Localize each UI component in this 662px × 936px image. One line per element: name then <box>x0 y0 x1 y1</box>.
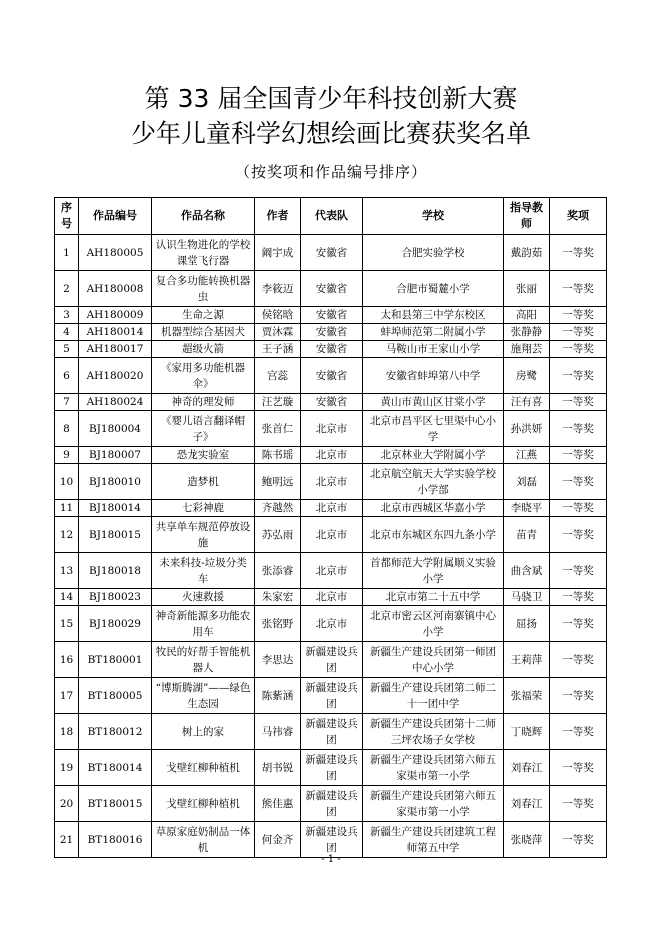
cell-name: 造梦机 <box>152 464 255 500</box>
cell-author: 胡书锐 <box>255 750 301 786</box>
cell-school: 合肥市蜀麓小学 <box>363 271 504 307</box>
cell-award: 一等奖 <box>550 341 607 358</box>
cell-code: AH180008 <box>79 271 152 307</box>
cell-school: 北京林业大学附属小学 <box>363 447 504 464</box>
cell-school: 北京市东城区东四九条小学 <box>363 517 504 553</box>
cell-code: BJ180018 <box>79 553 152 589</box>
cell-no: 7 <box>55 394 79 411</box>
cell-award: 一等奖 <box>550 447 607 464</box>
cell-author: 张首仁 <box>255 411 301 447</box>
cell-code: BJ180015 <box>79 517 152 553</box>
cell-no: 15 <box>55 606 79 642</box>
cell-no: 5 <box>55 341 79 358</box>
cell-teacher: 刘磊 <box>504 464 550 500</box>
table-row <box>55 822 607 858</box>
cell-no: 1 <box>55 235 79 271</box>
cell-award: 一等奖 <box>550 714 607 750</box>
table-row <box>55 271 607 307</box>
cell-school: 新疆生产建设兵团第二师二十一团中学 <box>363 678 504 714</box>
table-row <box>55 750 607 786</box>
table-row <box>55 714 607 750</box>
page-title-line1: 第 33 届全国青少年科技创新大赛 <box>144 84 518 113</box>
cell-school: 首都师范大学附属顺义实验小学 <box>363 553 504 589</box>
cell-no: 9 <box>55 447 79 464</box>
cell-school: 太和县第三中学东校区 <box>363 307 504 324</box>
cell-author: 李思达 <box>255 642 301 678</box>
cell-author: 齐越然 <box>255 500 301 517</box>
cell-team: 北京市 <box>301 589 363 606</box>
cell-team: 安徽省 <box>301 394 363 411</box>
cell-team: 北京市 <box>301 411 363 447</box>
cell-teacher: 屈扬 <box>504 606 550 642</box>
cell-award: 一等奖 <box>550 411 607 447</box>
cell-author: 朱家宏 <box>255 589 301 606</box>
cell-teacher: 苗青 <box>504 517 550 553</box>
cell-name: 恐龙实验室 <box>152 447 255 464</box>
cell-award: 一等奖 <box>550 678 607 714</box>
cell-team: 北京市 <box>301 447 363 464</box>
cell-code: BT180001 <box>79 642 152 678</box>
cell-team: 北京市 <box>301 464 363 500</box>
cell-school: 黄山市黄山区甘棠小学 <box>363 394 504 411</box>
cell-teacher: 江燕 <box>504 447 550 464</box>
cell-teacher: 刘春江 <box>504 786 550 822</box>
cell-author: 汪艺璇 <box>255 394 301 411</box>
cell-teacher: 王莉萍 <box>504 642 550 678</box>
cell-no: 2 <box>55 271 79 307</box>
cell-award: 一等奖 <box>550 822 607 858</box>
cell-award: 一等奖 <box>550 307 607 324</box>
cell-code: BT180016 <box>79 822 152 858</box>
table-header-row <box>55 198 607 235</box>
cell-school: 新疆生产建设兵团第十二师三坪农场子女学校 <box>363 714 504 750</box>
cell-team: 北京市 <box>301 500 363 517</box>
cell-no: 11 <box>55 500 79 517</box>
cell-teacher: 丁晓辉 <box>504 714 550 750</box>
cell-school: 马鞍山市王家山小学 <box>363 341 504 358</box>
header-no: 序号 <box>55 198 79 235</box>
header-author: 作者 <box>255 198 301 235</box>
cell-author: 阚宇成 <box>255 235 301 271</box>
table-row <box>55 394 607 411</box>
cell-author: 陈书瑶 <box>255 447 301 464</box>
cell-no: 4 <box>55 324 79 341</box>
cell-team: 北京市 <box>301 553 363 589</box>
cell-code: BT180005 <box>79 678 152 714</box>
cell-team: 北京市 <box>301 606 363 642</box>
table-row <box>55 642 607 678</box>
cell-no: 13 <box>55 553 79 589</box>
table-row <box>55 324 607 341</box>
cell-no: 18 <box>55 714 79 750</box>
cell-code: BJ180007 <box>79 447 152 464</box>
cell-author: 何金齐 <box>255 822 301 858</box>
table-row <box>55 553 607 589</box>
cell-teacher: 刘春江 <box>504 750 550 786</box>
cell-name: 《婴儿语言翻译帽子》 <box>152 411 255 447</box>
cell-no: 10 <box>55 464 79 500</box>
cell-author: 宫蕊 <box>255 358 301 394</box>
cell-name: 七彩神鹿 <box>152 500 255 517</box>
cell-no: 8 <box>55 411 79 447</box>
cell-school: 蚌埠师范第二附属小学 <box>363 324 504 341</box>
cell-team: 安徽省 <box>301 324 363 341</box>
cell-code: BJ180014 <box>79 500 152 517</box>
cell-no: 12 <box>55 517 79 553</box>
cell-school: 合肥实验学校 <box>363 235 504 271</box>
table-row <box>55 517 607 553</box>
cell-code: AH180020 <box>79 358 152 394</box>
page-subtitle: （按奖项和作品编号排序） <box>234 163 427 181</box>
cell-team: 新疆建设兵团 <box>301 786 363 822</box>
cell-author: 王子涵 <box>255 341 301 358</box>
cell-author: 张添睿 <box>255 553 301 589</box>
table-row <box>55 411 607 447</box>
cell-author: 鲍明远 <box>255 464 301 500</box>
cell-award: 一等奖 <box>550 786 607 822</box>
cell-name: 神奇的理发师 <box>152 394 255 411</box>
cell-award: 一等奖 <box>550 750 607 786</box>
cell-teacher: 张静静 <box>504 324 550 341</box>
cell-team: 安徽省 <box>301 307 363 324</box>
cell-teacher: 张丽 <box>504 271 550 307</box>
cell-school: 新疆生产建设兵团第一师团中心小学 <box>363 642 504 678</box>
table-row <box>55 341 607 358</box>
cell-teacher: 孙洪妍 <box>504 411 550 447</box>
cell-teacher: 张晓萍 <box>504 822 550 858</box>
cell-teacher: 戴韵茹 <box>504 235 550 271</box>
cell-name: 生命之源 <box>152 307 255 324</box>
table-row <box>55 606 607 642</box>
cell-award: 一等奖 <box>550 500 607 517</box>
cell-name: 火速救援 <box>152 589 255 606</box>
cell-award: 一等奖 <box>550 324 607 341</box>
cell-no: 19 <box>55 750 79 786</box>
cell-school: 新疆生产建设兵团第六师五家渠市第一小学 <box>363 786 504 822</box>
cell-name: 共享单车规范停放设施 <box>152 517 255 553</box>
cell-team: 安徽省 <box>301 235 363 271</box>
cell-author: 马祎睿 <box>255 714 301 750</box>
cell-name: 牧民的好帮手智能机器人 <box>152 642 255 678</box>
cell-team: 新疆建设兵团 <box>301 642 363 678</box>
header-team: 代表队 <box>301 198 363 235</box>
cell-author: 陈紫涵 <box>255 678 301 714</box>
table-row <box>55 235 607 271</box>
cell-name: 超级火箭 <box>152 341 255 358</box>
cell-code: AH180014 <box>79 324 152 341</box>
cell-name: “博斯腾湖”——绿色生态园 <box>152 678 255 714</box>
header-school: 学校 <box>363 198 504 235</box>
cell-code: BJ180029 <box>79 606 152 642</box>
cell-name: 戈壁红柳种植机 <box>152 786 255 822</box>
header-code: 作品编号 <box>79 198 152 235</box>
cell-team: 安徽省 <box>301 341 363 358</box>
cell-school: 北京市昌平区七里渠中心小学 <box>363 411 504 447</box>
cell-name: 神奇新能源多功能农用车 <box>152 606 255 642</box>
cell-name: 机器型综合基因犬 <box>152 324 255 341</box>
cell-award: 一等奖 <box>550 553 607 589</box>
cell-code: AH180024 <box>79 394 152 411</box>
cell-code: AH180017 <box>79 341 152 358</box>
cell-code: AH180009 <box>79 307 152 324</box>
cell-no: 20 <box>55 786 79 822</box>
cell-team: 北京市 <box>301 517 363 553</box>
cell-team: 新疆建设兵团 <box>301 750 363 786</box>
page-title-line2: 少年儿童科学幻想绘画比赛获奖名单 <box>130 119 531 148</box>
table-row <box>55 447 607 464</box>
table-row <box>55 786 607 822</box>
cell-code: BT180015 <box>79 786 152 822</box>
cell-name: 认识生物进化的学校课堂飞行器 <box>152 235 255 271</box>
cell-author: 张铭野 <box>255 606 301 642</box>
cell-award: 一等奖 <box>550 589 607 606</box>
cell-school: 北京市西城区华嘉小学 <box>363 500 504 517</box>
cell-no: 3 <box>55 307 79 324</box>
cell-code: BJ180004 <box>79 411 152 447</box>
cell-team: 新疆建设兵团 <box>301 822 363 858</box>
cell-teacher: 施翔芸 <box>504 341 550 358</box>
cell-teacher: 房鹭 <box>504 358 550 394</box>
header-award: 奖项 <box>550 198 607 235</box>
cell-teacher: 张福荣 <box>504 678 550 714</box>
cell-award: 一等奖 <box>550 271 607 307</box>
header-teacher: 指导教师 <box>504 198 550 235</box>
cell-teacher: 李晓平 <box>504 500 550 517</box>
cell-team: 安徽省 <box>301 358 363 394</box>
cell-school: 北京市密云区河南寨镇中心小学 <box>363 606 504 642</box>
table-row <box>55 500 607 517</box>
cell-name: 《家用多功能机器伞》 <box>152 358 255 394</box>
cell-author: 苏弘雨 <box>255 517 301 553</box>
cell-name: 未来科技-垃圾分类车 <box>152 553 255 589</box>
cell-code: BT180014 <box>79 750 152 786</box>
cell-school: 新疆生产建设兵团建筑工程师第五中学 <box>363 822 504 858</box>
cell-team: 新疆建设兵团 <box>301 678 363 714</box>
cell-school: 新疆生产建设兵团第六师五家渠市第一小学 <box>363 750 504 786</box>
cell-award: 一等奖 <box>550 606 607 642</box>
cell-award: 一等奖 <box>550 464 607 500</box>
cell-code: BT180012 <box>79 714 152 750</box>
table-row <box>55 464 607 500</box>
cell-school: 北京市第二十五中学 <box>363 589 504 606</box>
page-number: - 1 - <box>321 854 341 865</box>
cell-code: BJ180023 <box>79 589 152 606</box>
cell-author: 熊佳惠 <box>255 786 301 822</box>
table-row <box>55 307 607 324</box>
cell-team: 新疆建设兵团 <box>301 714 363 750</box>
cell-award: 一等奖 <box>550 394 607 411</box>
table-row <box>55 678 607 714</box>
cell-no: 14 <box>55 589 79 606</box>
cell-teacher: 曲含斌 <box>504 553 550 589</box>
cell-teacher: 汪有喜 <box>504 394 550 411</box>
cell-name: 树上的家 <box>152 714 255 750</box>
cell-author: 贾沐霖 <box>255 324 301 341</box>
cell-name: 复合多功能转换机器虫 <box>152 271 255 307</box>
cell-code: BJ180010 <box>79 464 152 500</box>
cell-school: 北京航空航天大学实验学校小学部 <box>363 464 504 500</box>
cell-award: 一等奖 <box>550 358 607 394</box>
cell-name: 戈壁红柳种植机 <box>152 750 255 786</box>
cell-no: 6 <box>55 358 79 394</box>
cell-teacher: 高阳 <box>504 307 550 324</box>
cell-author: 侯铭晗 <box>255 307 301 324</box>
cell-no: 17 <box>55 678 79 714</box>
cell-award: 一等奖 <box>550 642 607 678</box>
cell-teacher: 马骁卫 <box>504 589 550 606</box>
cell-author: 李筱迈 <box>255 271 301 307</box>
cell-award: 一等奖 <box>550 235 607 271</box>
table-row <box>55 358 607 394</box>
table-row <box>55 589 607 606</box>
cell-no: 21 <box>55 822 79 858</box>
cell-no: 16 <box>55 642 79 678</box>
cell-team: 安徽省 <box>301 271 363 307</box>
awards-table <box>54 197 607 858</box>
cell-school: 安徽省蚌埠第八中学 <box>363 358 504 394</box>
header-name: 作品名称 <box>152 198 255 235</box>
cell-award: 一等奖 <box>550 517 607 553</box>
cell-name: 草原家庭奶制品一体机 <box>152 822 255 858</box>
cell-code: AH180005 <box>79 235 152 271</box>
